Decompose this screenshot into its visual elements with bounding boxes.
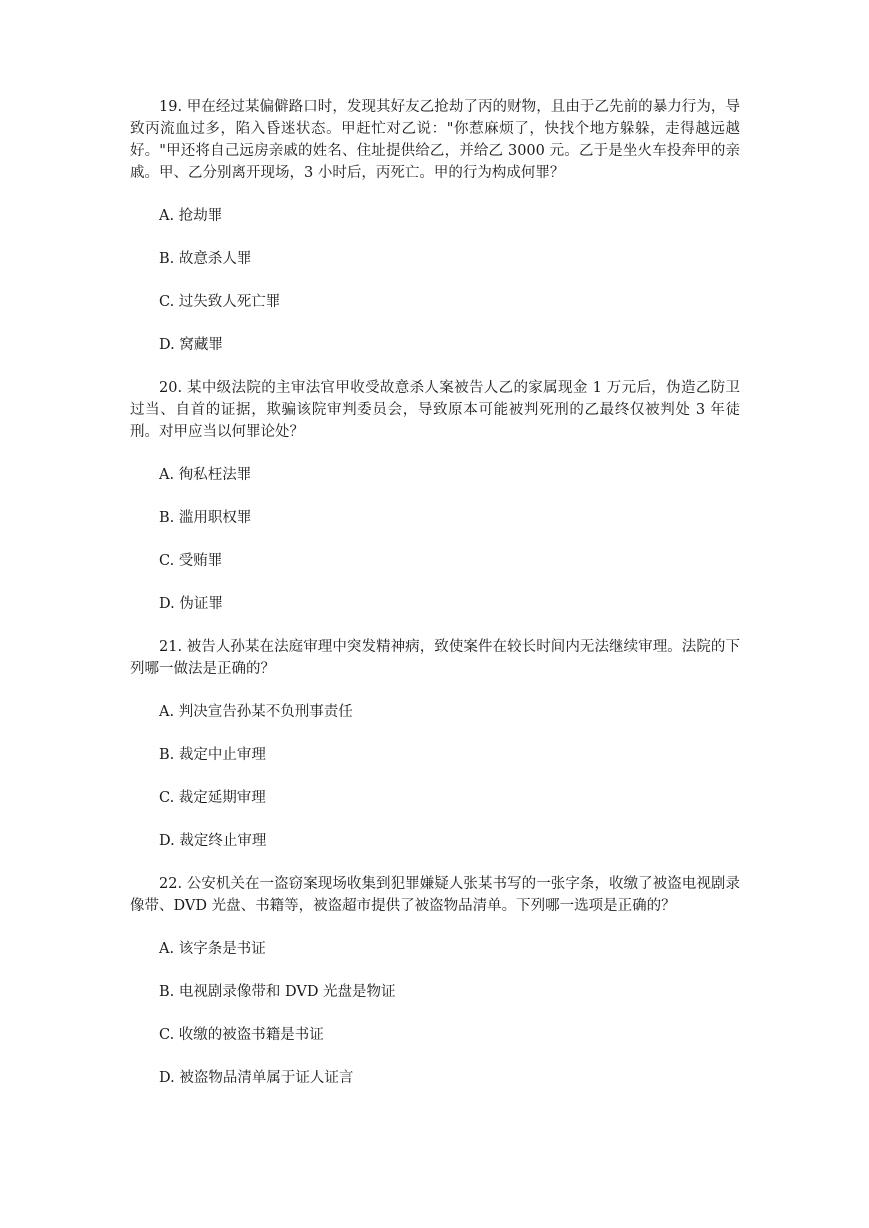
option-d: D. 窝藏罪	[159, 337, 223, 353]
option-a: A. 抢劫罪	[159, 208, 223, 224]
question-stem: 19. 甲在经过某偏僻路口时，发现其好友乙抢劫了丙的财物，且由于乙先前的暴力行为，导致丙流血过多，陷入昏迷状态。甲赶忙对乙说："你惹麻烦了，快找个地方躲躲，走得越远越好。"甲还将自己远房亲戚的姓名、住址提供给乙，并给乙 3000 元。乙于是坐火车投奔甲的亲戚。甲、乙分别离开现场，3 小时后，丙死亡。甲的行为构成何罪？	[130, 99, 740, 181]
option-a: A. 徇私枉法罪	[159, 467, 252, 483]
option-d: D. 裁定终止审理	[159, 833, 267, 849]
question-20	[130, 377, 740, 615]
option-b: B. 故意杀人罪	[159, 251, 252, 267]
question-19	[130, 96, 740, 356]
document-page	[130, 96, 740, 1089]
option-c: C. 受贿罪	[159, 553, 223, 569]
question-stem: 21. 被告人孙某在法庭审理中突发精神病，致使案件在较长时间内无法继续审理。法院的下列哪一做法是正确的？	[130, 639, 740, 677]
option-d: D. 被盗物品清单属于证人证言	[159, 1070, 354, 1086]
question-22	[130, 873, 740, 1089]
question-21	[130, 636, 740, 852]
option-b: B. 滥用职权罪	[159, 510, 252, 526]
question-stem: 20. 某中级法院的主审法官甲收受故意杀人案被告人乙的家属现金 1 万元后，伪造乙防卫过当、自首的证据，欺骗该院审判委员会，导致原本可能被判死刑的乙最终仅被判处 3 年徒刑。对甲应当以何罪论处？	[130, 380, 740, 440]
option-b: B. 裁定中止审理	[159, 747, 266, 763]
question-stem: 22. 公安机关在一盗窃案现场收集到犯罪嫌疑人张某书写的一张字条，收缴了被盗电视剧录像带、DVD 光盘、书籍等，被盗超市提供了被盗物品清单。下列哪一选项是正确的？	[130, 876, 740, 914]
option-d: D. 伪证罪	[159, 596, 223, 612]
option-c: C. 收缴的被盗书籍是书证	[159, 1027, 324, 1043]
option-a: A. 该字条是书证	[159, 941, 266, 957]
option-c: C. 过失致人死亡罪	[159, 294, 281, 310]
option-c: C. 裁定延期审理	[159, 790, 266, 806]
option-b: B. 电视剧录像带和 DVD 光盘是物证	[159, 984, 396, 1000]
option-a: A. 判决宣告孙某不负刑事责任	[159, 704, 353, 720]
